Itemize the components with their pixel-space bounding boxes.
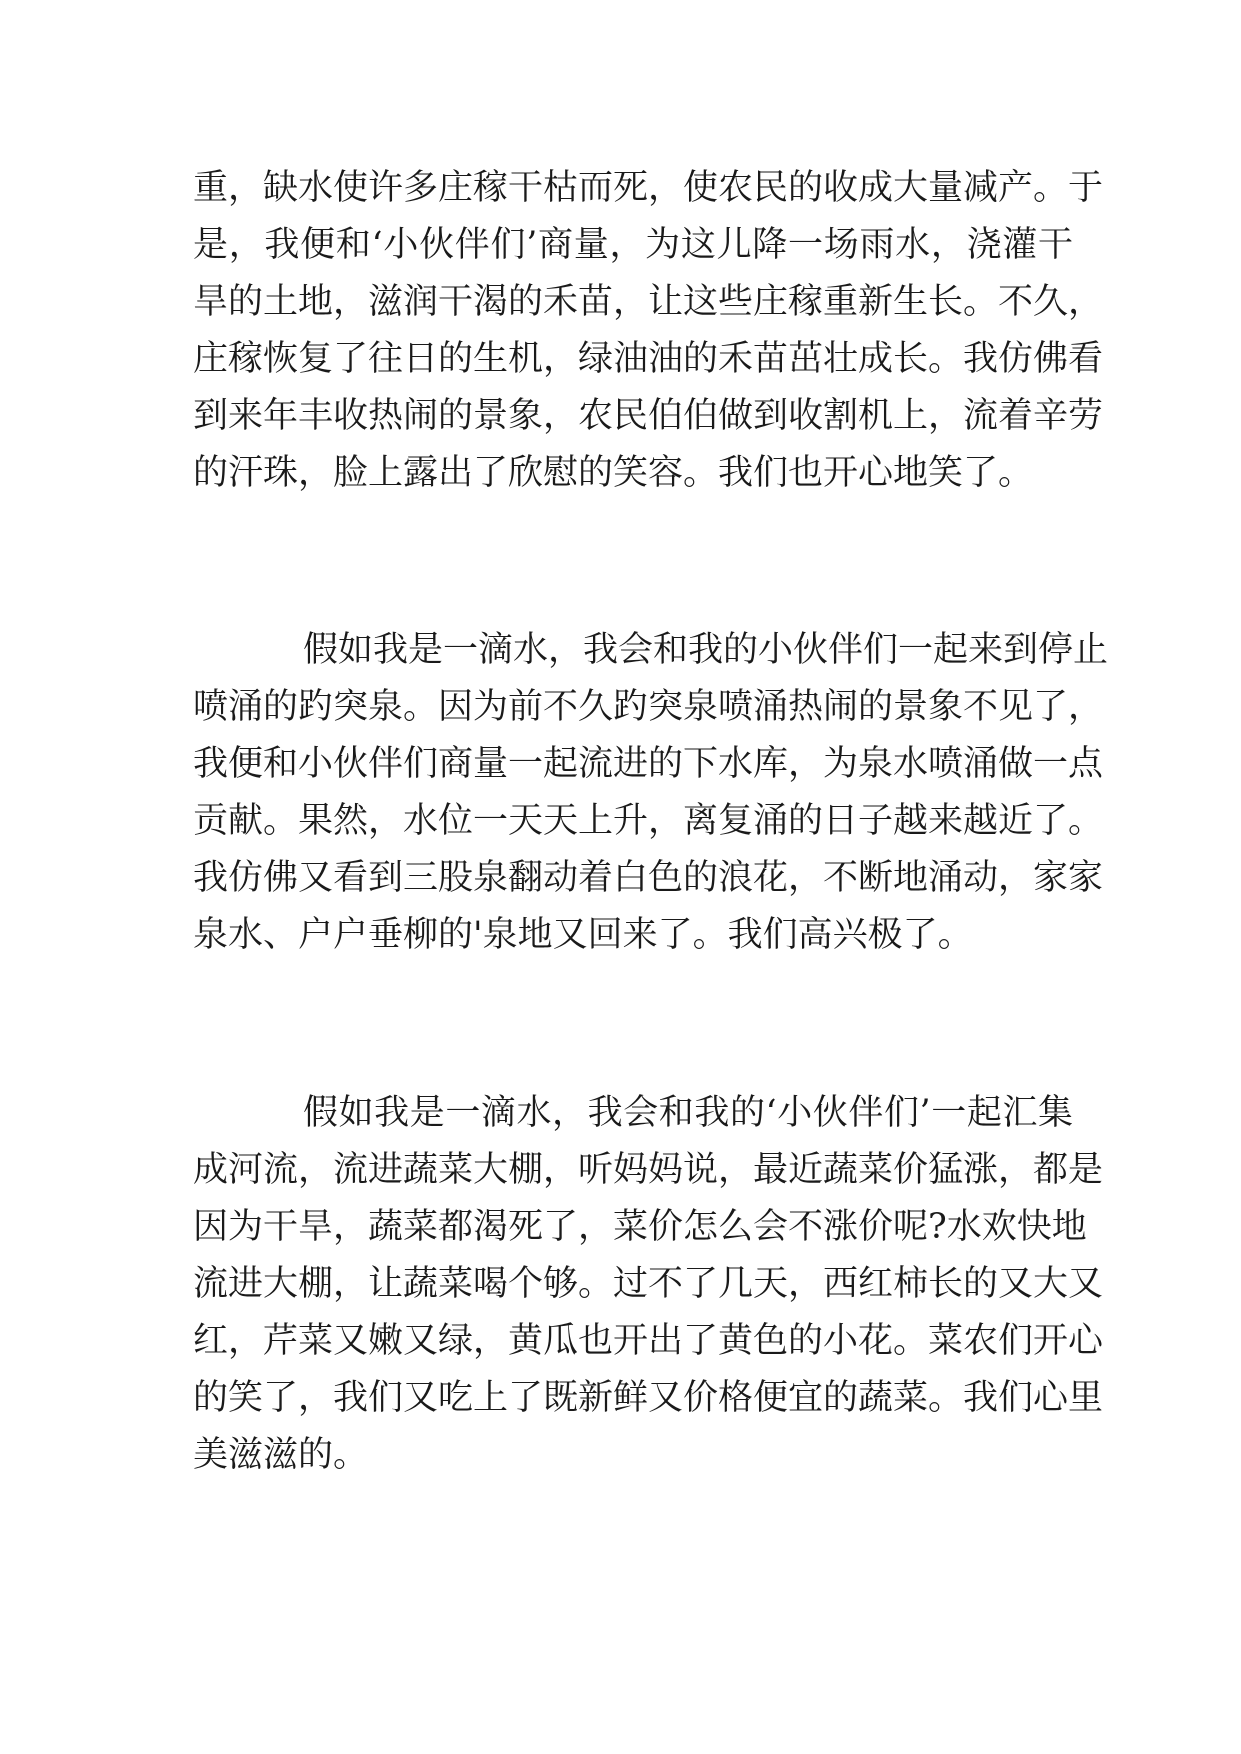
paragraph-line: 我仿佛又看到三股泉翻动着白色的浪花，不断地涌动，家家: [193, 858, 1104, 898]
paragraph-line: 喷涌的趵突泉。因为前不久趵突泉喷涌热闹的景象不见了，: [193, 687, 1104, 727]
paragraph-line: 的汗珠，脸上露出了欣慰的笑容。我们也开心地笑了。: [193, 453, 1034, 493]
paragraph-line: 重，缺水使许多庄稼干枯而死，使农民的收成大量减产。于: [193, 168, 1104, 208]
paragraph-line: 假如我是一滴水，我会和我的小伙伴们一起来到停止: [303, 630, 1109, 670]
paragraph-line: 贡献。果然，水位一天天上升，离复涌的日子越来越近了。: [193, 801, 1104, 841]
paragraph-line: 我便和小伙伴们商量一起流进的下水库，为泉水喷涌做一点: [193, 744, 1104, 784]
paragraph-line: 是，我便和‘小伙伴们’商量，为这儿降一场雨水，浇灌干: [193, 225, 1073, 265]
paragraph-line: 的笑了，我们又吃上了既新鲜又价格便宜的蔬菜。我们心里: [193, 1378, 1104, 1418]
paragraph-line: 流进大棚，让蔬菜喝个够。过不了几天，西红柿长的又大又: [193, 1264, 1104, 1304]
paragraph-line: 假如我是一滴水，我会和我的‘小伙伴们’一起汇集: [303, 1093, 1073, 1133]
paragraph-line: 成河流，流进蔬菜大棚，听妈妈说，最近蔬菜价猛涨，都是: [193, 1150, 1104, 1190]
paragraph-3: [193, 1085, 1104, 1484]
paragraph-line: 美滋滋的。: [193, 1435, 369, 1475]
paragraph-line: 庄稼恢复了往日的生机，绿油油的禾苗茁壮成长。我仿佛看: [193, 339, 1104, 379]
paragraph-line: 泉水、户户垂柳的'泉地又回来了。我们高兴极了。: [193, 915, 973, 955]
paragraph-line: 红，芹菜又嫩又绿，黄瓜也开出了黄色的小花。菜农们开心: [193, 1321, 1104, 1361]
paragraph-line: 因为干旱，蔬菜都渴死了，菜价怎么会不涨价呢?水欢快地: [193, 1207, 1087, 1247]
paragraph-2: [193, 622, 1109, 964]
paragraph-line: 旱的土地，滋润干渴的禾苗，让这些庄稼重新生长。不久，: [193, 282, 1104, 322]
paragraph-1: [193, 160, 1104, 502]
paragraph-line: 到来年丰收热闹的景象，农民伯伯做到收割机上，流着辛劳: [193, 396, 1104, 436]
